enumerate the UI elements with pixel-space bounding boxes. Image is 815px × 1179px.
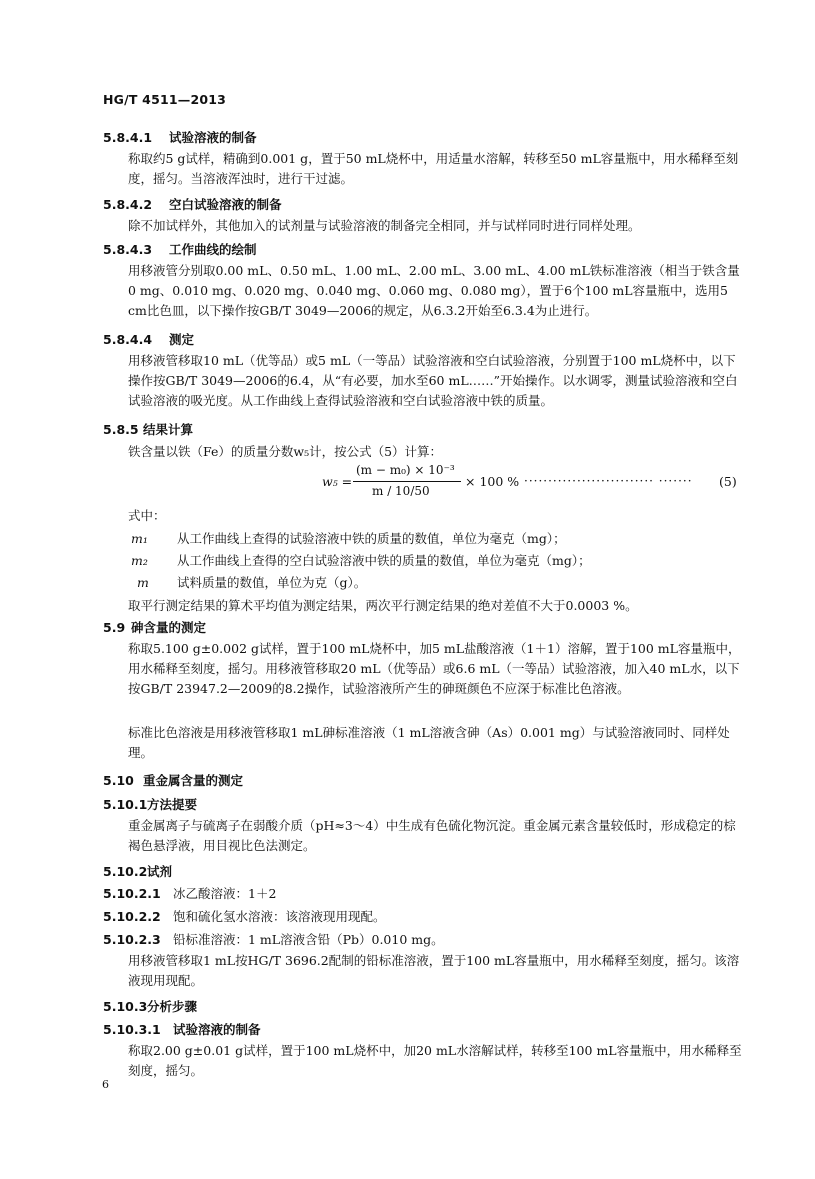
section-title: 试验溶液的制备 <box>169 130 257 145</box>
reagent-text: 冰乙酸溶液：1＋2 <box>173 886 277 901</box>
section-heading <box>103 862 172 880</box>
variable-description: 从工作曲线上查得的试验溶液中铁的质量的数值，单位为毫克（mg）； <box>177 531 566 546</box>
paragraph: 用移液管分别取0.00 mL、0.50 mL、1.00 mL、2.00 mL、3.00 mL、4.00 mL铁标准溶液（相当于铁含量0 mg、0.010 mg、0.020 mg、0.040 mg、0.060 mg、0.080 mg），置于6个100 mL容量瓶中，选用5 cm比色皿，以下操作按GB/T 3049—2006的规定，从6.3.2开始至6.3.4为止进行。 <box>128 263 740 318</box>
reagent-text: 饱和硫化氢水溶液：该溶液现用现配。 <box>173 909 386 924</box>
section-heading <box>103 997 197 1015</box>
section-heading <box>103 420 193 438</box>
variable-description: 从工作曲线上查得的空白试验溶液中铁的质量的数值，单位为毫克（mg）； <box>177 553 591 568</box>
section-title: 空白试验溶液的制备 <box>169 197 282 212</box>
formula-numerator: (m − m₀) × 10⁻³ <box>356 463 455 477</box>
formula-lhs: w₅ = <box>322 474 353 489</box>
section-title: 砷含量的测定 <box>131 620 207 635</box>
variable-row <box>131 529 566 547</box>
section-heading <box>103 128 257 146</box>
section-title: 方法提要 <box>147 797 198 812</box>
section-number: 5.10.2.1 <box>103 886 161 901</box>
paragraph: 标准比色溶液是用移液管移取1 mL砷标准溶液（1 mL溶液含砷（As）0.001 mg）与试验溶液同时、同样处理。 <box>128 725 730 760</box>
variable-symbol: m <box>137 575 149 590</box>
paragraph: 用移液管移取10 mL（优等品）或5 mL（一等品）试验溶液和空白试验溶液，分别置于100 mL烧杯中，以下操作按GB/T 3049—2006的6.4，从“有必要，加水至60 mL……”开始操作。以水调零，测量试验溶液和空白试验溶液的吸光度。从工作曲线上查得试验溶液和空白试验溶液中铁的质量。 <box>128 353 738 408</box>
section-number: 5.10.3.1 <box>103 1022 161 1037</box>
section-heading <box>103 771 243 789</box>
section-title: 结果计算 <box>143 422 194 437</box>
section-number: 5.9 <box>103 620 126 635</box>
paragraph: 称取5.100 g±0.002 g试样，置于100 mL烧杯中，加5 mL盐酸溶液（1＋1）溶解，置于100 mL容量瓶中，用水稀释至刻度，摇匀。用移液管移取20 mL（优等品）或6.6 mL（一等品）试验溶液，加入40 mL水，以下按GB/T 23947.2—2009的8.2操作，试验溶液所产生的砷斑颜色不应深于标准比色溶液。 <box>128 641 741 696</box>
section-number: 5.10.3 <box>103 999 148 1014</box>
section-title: 分析步骤 <box>147 999 198 1014</box>
reagent-item <box>103 884 276 902</box>
paragraph: 除不加试样外，其他加入的试剂量与试验溶液的制备完全相同，并与试样同时进行同样处理。 <box>128 218 641 233</box>
section-number: 5.10 <box>103 773 134 788</box>
variable-row <box>131 573 366 591</box>
section-number: 5.10.2.3 <box>103 932 161 947</box>
section-number: 5.10.1 <box>103 797 148 812</box>
variable-row <box>131 551 591 569</box>
reagent-item <box>103 930 444 948</box>
page-number: 6 <box>102 1078 109 1091</box>
section-number: 5.8.4.3 <box>103 242 153 257</box>
section-title: 试验溶液的制备 <box>173 1022 261 1037</box>
section-title: 测定 <box>169 332 195 347</box>
section-heading <box>103 618 206 636</box>
formula-denominator: m / 10/50 <box>372 484 430 498</box>
section-title: 工作曲线的绘制 <box>169 242 257 257</box>
section-number: 5.8.4.4 <box>103 332 153 347</box>
formula-intro: 铁含量以铁（Fe）的质量分数w₅计，按公式（5）计算： <box>128 444 443 459</box>
standard-number: HG/T 4511—2013 <box>103 92 227 107</box>
section-title: 试剂 <box>147 864 173 879</box>
section-title: 重金属含量的测定 <box>143 773 244 788</box>
paragraph: 称取约5 g试样，精确到0.001 g，置于50 mL烧杯中，用适量水溶解，转移至50 mL容量瓶中，用水稀释至刻度，摇匀。当溶液浑浊时，进行干过滤。 <box>128 151 739 186</box>
where-label: 式中： <box>128 508 166 523</box>
section-heading <box>103 330 194 348</box>
fraction-bar <box>353 481 461 482</box>
section-heading <box>103 795 197 813</box>
formula-number: (5) <box>719 474 737 489</box>
paragraph: 重金属离子与硫离子在弱酸介质（pH≈3～4）中生成有色硫化物沉淀。重金属元素含量较低时，形成稳定的棕褐色悬浮液，用目视比色法测定。 <box>128 818 736 853</box>
section-heading <box>103 240 257 258</box>
variable-symbol: m₂ <box>131 553 148 568</box>
section-number: 5.8.4.2 <box>103 197 153 212</box>
paragraph: 称取2.00 g±0.01 g试样，置于100 mL烧杯中，加20 mL水溶解试样，转移至100 mL容量瓶中，用水稀释至刻度，摇匀。 <box>128 1043 742 1078</box>
result-statement: 取平行测定结果的算术平均值为测定结果，两次平行测定结果的绝对差值不大于0.0003 %。 <box>128 598 638 613</box>
paragraph: 用移液管移取1 mL按HG/T 3696.2配制的铅标准溶液，置于100 mL容量瓶中，用水稀释至刻度，摇匀。该溶液现用现配。 <box>128 953 740 988</box>
section-heading <box>103 195 282 213</box>
section-number: 5.10.2.2 <box>103 909 161 924</box>
variable-symbol: m₁ <box>131 531 148 546</box>
variable-description: 试料质量的数值，单位为克（g）。 <box>177 575 367 590</box>
section-heading <box>103 1020 261 1038</box>
formula-times: × 100 % <box>465 474 520 489</box>
reagent-text: 铅标准溶液：1 mL溶液含铅（Pb）0.010 mg。 <box>173 932 444 947</box>
reagent-item <box>103 907 386 925</box>
formula-leader-dots: ··························· ······· <box>524 474 693 488</box>
section-number: 5.10.2 <box>103 864 148 879</box>
section-number: 5.8.4.1 <box>103 130 153 145</box>
section-number: 5.8.5 <box>103 422 139 437</box>
